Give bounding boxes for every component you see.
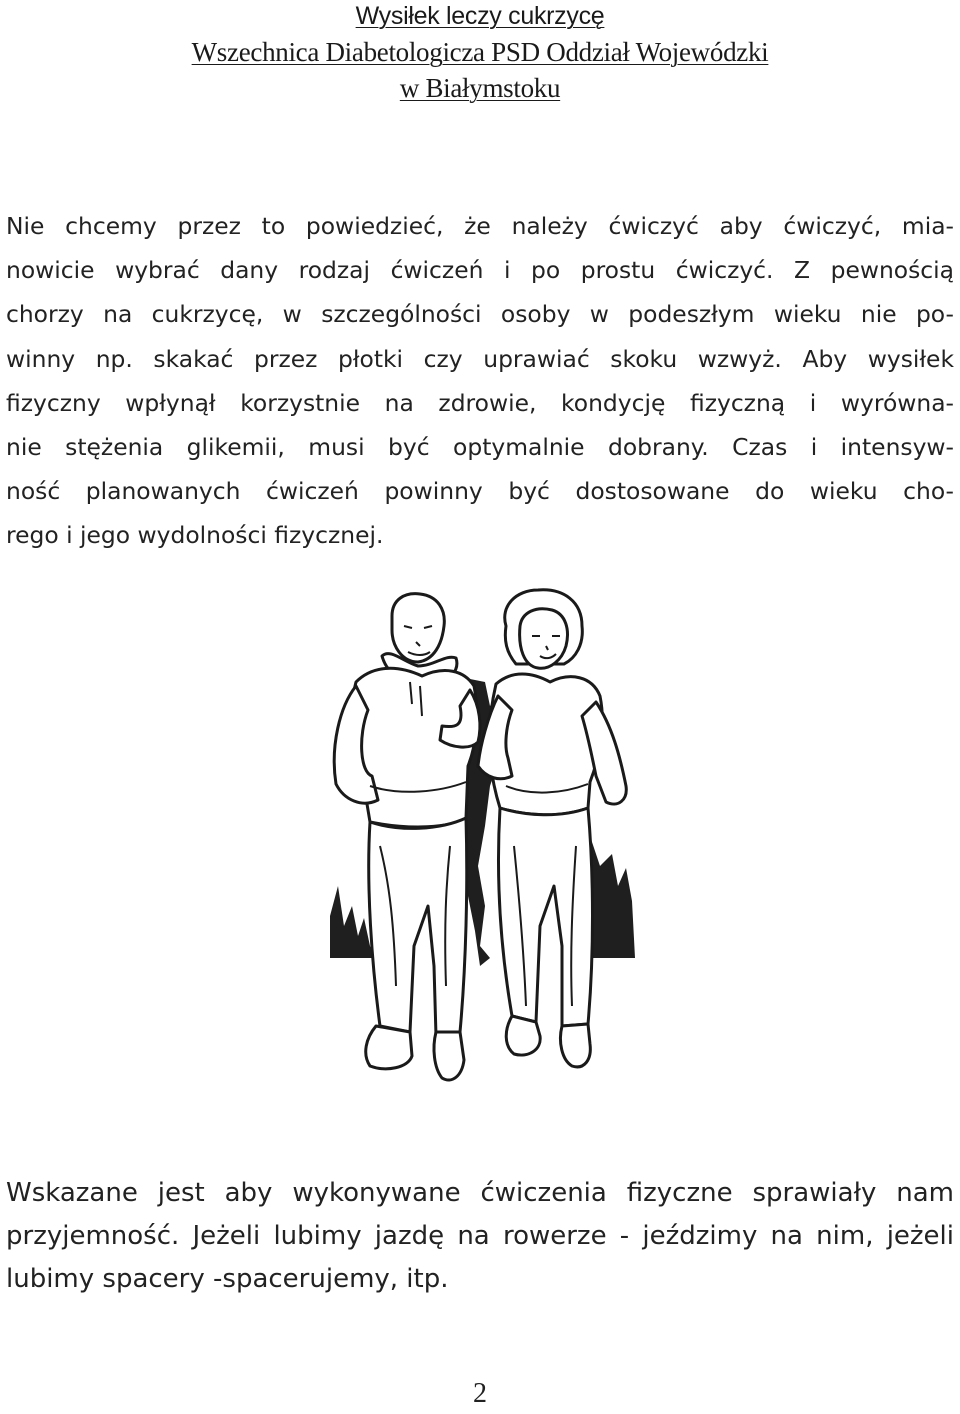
man-head xyxy=(392,594,444,662)
header-title: Wysiłek leczy cukrzycę xyxy=(355,2,605,30)
text-line: lubimy spacery -spacerujemy, itp. xyxy=(6,1264,449,1294)
text-line: przyjemność. Jeżeli lubimy jazdę na rowerze - jeździmy na nim, jeżeli xyxy=(6,1221,954,1251)
paragraph-enjoyment xyxy=(6,1172,954,1301)
text-line: nowicie wybrać dany rodzaj ćwiczeń i po prostu ćwiczyć. Z pewnością xyxy=(6,256,954,285)
woman-trousers xyxy=(499,808,593,1026)
page-number: 2 xyxy=(473,1378,487,1409)
woman-left-shoe xyxy=(506,1016,540,1055)
jogging-couple-illustration xyxy=(300,586,670,1094)
woman-right-shoe xyxy=(560,1024,590,1067)
paragraph-exercise-advice xyxy=(6,204,954,558)
text-line: Nie chcemy przez to powiedzieć, że należy ćwiczyć aby ćwiczyć, mia- xyxy=(6,212,954,240)
man-right-shoe xyxy=(434,1032,464,1080)
header-organization: Wszechnica Diabetologicza PSD Oddział Wojewódzki xyxy=(191,37,769,67)
text-line: chorzy na cukrzycę, w szczególności osoby w podeszłym wieku nie po- xyxy=(6,300,954,329)
man-trousers xyxy=(369,818,467,1036)
text-line: nie stężenia glikemii, musi być optymalnie dobrany. Czas i intensyw- xyxy=(6,433,954,462)
man-left-shoe xyxy=(366,1026,412,1069)
text-line: fizyczny wpłynął korzystnie na zdrowie, kondycję fizyczną i wyrówna- xyxy=(6,388,954,417)
text-line: Wskazane jest aby wykonywane ćwiczenia fizyczne sprawiały nam xyxy=(6,1178,954,1208)
text-line: rego i jego wydolności fizycznej. xyxy=(6,521,384,550)
text-line: ność planowanych ćwiczeń powinny być dostosowane do wieku cho- xyxy=(6,477,954,506)
woman-head xyxy=(520,609,568,668)
header-city: w Białymstoku xyxy=(399,73,561,103)
text-line: winny np. skakać przez płotki czy uprawiać skoku wzwyż. Aby wysiłek xyxy=(6,344,954,373)
